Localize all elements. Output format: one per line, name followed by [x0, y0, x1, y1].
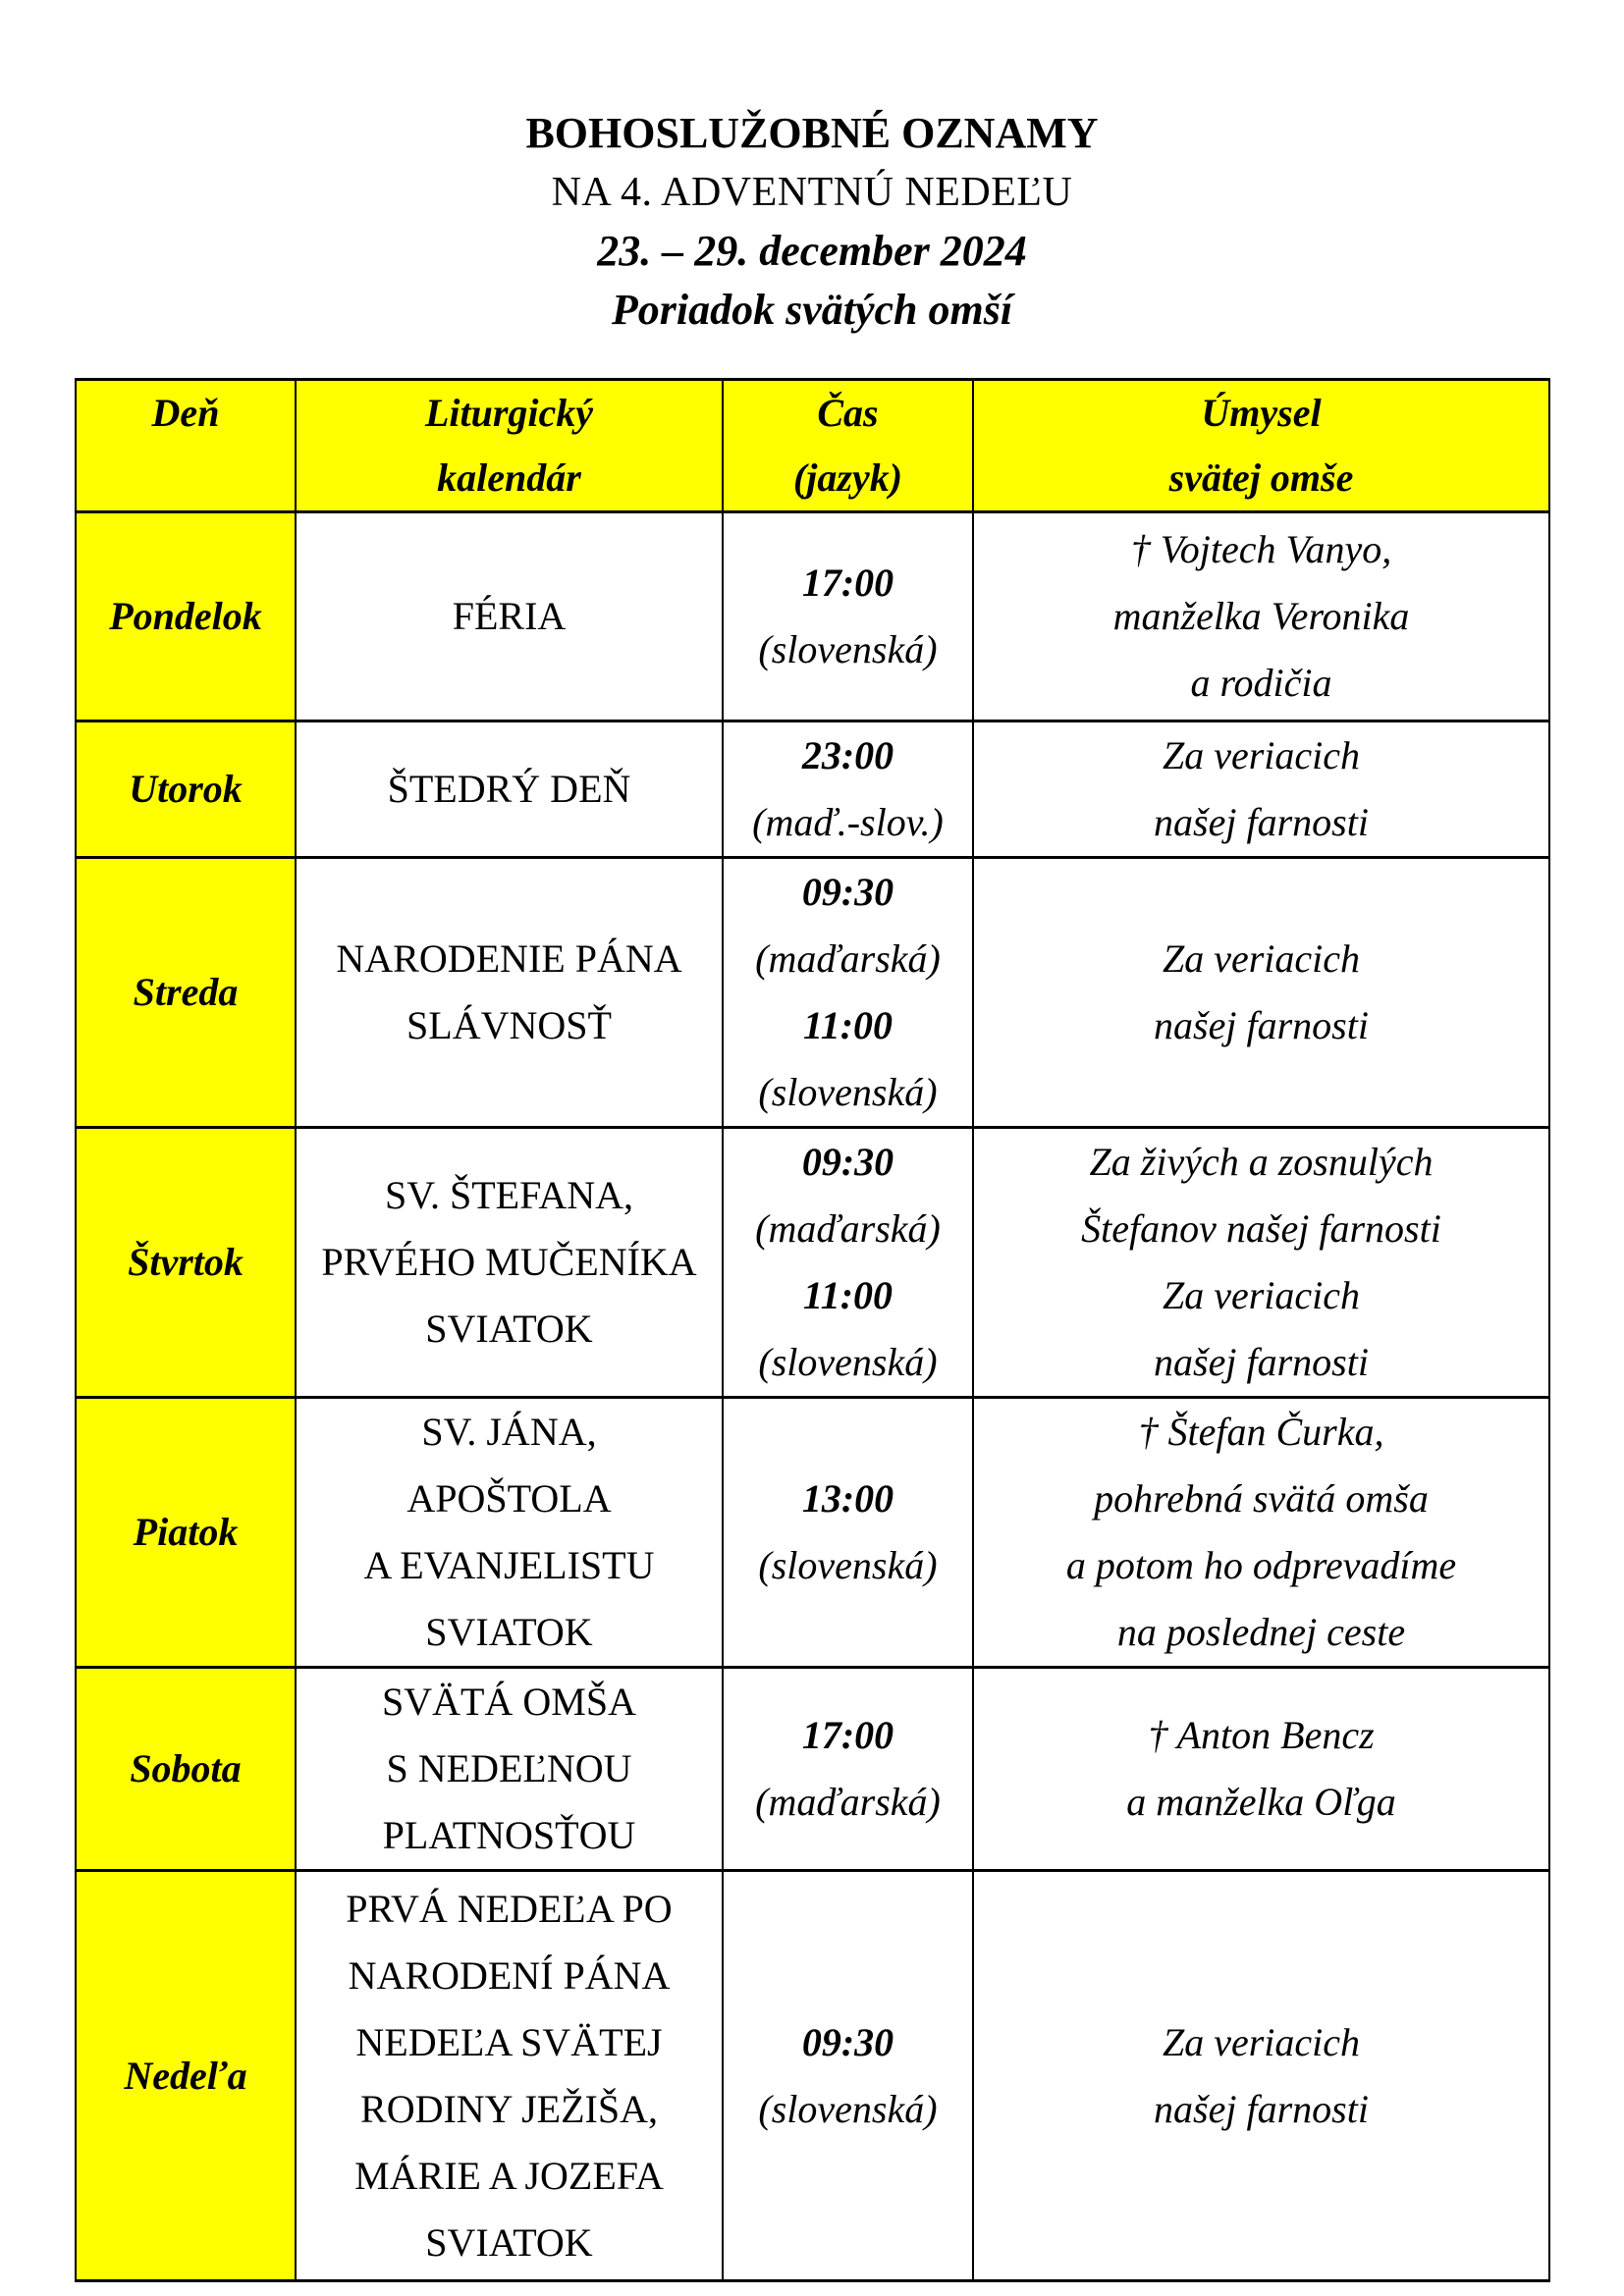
intention-line: pohrebná svätá omša [1094, 1476, 1429, 1521]
intention-line: † Štefan Čurka, [1138, 1410, 1384, 1454]
intention-line: Za veriacich [1162, 2019, 1361, 2064]
header-time-line2: (jazyk) [792, 455, 903, 500]
calendar-line: PRVÉHO MUČENÍKA [321, 1240, 697, 1284]
mass-language: (maďarská) [755, 936, 941, 981]
calendar-line: PRVÁ NEDEĽA PO [346, 1886, 673, 1931]
mass-language: (slovenská) [758, 1340, 938, 1384]
time-cell-wednesday [723, 858, 973, 1128]
calendar-line: APOŠTOLA [406, 1476, 612, 1521]
time-cell-thursday [723, 1128, 973, 1398]
calendar-line: MÁRIE A JOZEFA [354, 2153, 664, 2198]
time-cell-sunday [723, 1871, 973, 2281]
calendar-line: SVIATOK [425, 1307, 593, 1351]
mass-language: (maď.-slov.) [752, 800, 944, 844]
calendar-line: PLATNOSŤOU [382, 1813, 636, 1857]
intention-cell-tuesday [973, 721, 1549, 858]
intention-line: Za živých a zosnulých [1089, 1140, 1434, 1184]
calendar-cell-tuesday [296, 721, 723, 858]
subtitle-sunday: NA 4. ADVENTNÚ NEDEĽU [551, 170, 1073, 215]
header-time-line1: Čas [817, 391, 879, 435]
mass-language: (slovenská) [758, 1543, 938, 1587]
intention-line: Za veriacich [1162, 1273, 1361, 1317]
header-calendar-line1: Liturgický [424, 391, 594, 435]
header-day-label: Deň [151, 391, 220, 435]
intention-line: Za veriacich [1162, 936, 1361, 981]
day-label-wednesday: Streda [76, 858, 296, 1128]
mass-schedule-table [75, 378, 1550, 2282]
time-cell-saturday [723, 1668, 973, 1871]
calendar-cell-saturday [296, 1668, 723, 1871]
intention-cell-monday [973, 512, 1549, 721]
intention-line: a manželka Oľga [1126, 1780, 1396, 1824]
calendar-line: SVIATOK [425, 2219, 593, 2265]
day-label-friday: Piatok [76, 1398, 296, 1668]
calendar-line: S NEDEĽNOU [386, 1746, 632, 1790]
intention-cell-sunday [973, 1871, 1549, 2281]
mass-time: 13:00 [801, 1476, 894, 1521]
mass-time: 23:00 [801, 733, 894, 777]
intention-cell-friday [973, 1398, 1549, 1668]
intention-line: a potom ho odprevadíme [1065, 1543, 1457, 1587]
time-cell-friday [723, 1398, 973, 1668]
intention-line: Za veriacich [1162, 733, 1361, 777]
header-row [76, 380, 1549, 512]
calendar-cell-monday [296, 512, 723, 721]
day-label-thursday: Štvrtok [76, 1128, 296, 1398]
calendar-line: SV. ŠTEFANA, [384, 1173, 634, 1217]
calendar-line: NARODENIE PÁNA [336, 936, 682, 981]
table-row-thursday [76, 1128, 1549, 1398]
header-intention-line2: svätej omše [1168, 455, 1354, 500]
calendar-line: SV. JÁNA, [421, 1410, 597, 1454]
intention-cell-saturday [973, 1668, 1549, 1871]
calendar-line: SLÁVNOSŤ [406, 1003, 612, 1047]
intention-cell-thursday [973, 1128, 1549, 1398]
calendar-line: ŠTEDRÝ DEŇ [387, 767, 631, 811]
calendar-cell-friday [296, 1398, 723, 1668]
mass-time: 17:00 [801, 1713, 894, 1757]
calendar-line: SVIATOK [425, 1610, 593, 1654]
header-intention [973, 380, 1549, 512]
calendar-line: SVÄTÁ OMŠA [382, 1680, 636, 1724]
intention-line: našej farnosti [1154, 1003, 1369, 1047]
header-intention-line1: Úmysel [1201, 391, 1322, 435]
intention-line: našej farnosti [1154, 1340, 1369, 1384]
document-title-block [0, 0, 1624, 340]
table-row-wednesday [76, 858, 1549, 1128]
calendar-line: FÉRIA [452, 594, 567, 638]
header-day [76, 380, 296, 512]
time-cell-monday [723, 512, 973, 721]
intention-cell-wednesday [973, 858, 1549, 1128]
mass-time: 11:00 [802, 1003, 893, 1047]
intention-line: Štefanov našej farnosti [1081, 1206, 1441, 1251]
intention-line: na poslednej ceste [1116, 1610, 1406, 1654]
mass-time: 09:30 [801, 2019, 894, 2064]
schedule-subtitle: Poriadok svätých omší [611, 286, 1013, 334]
intention-line: manželka Veronika [1112, 594, 1410, 638]
day-label-tuesday: Utorok [76, 721, 296, 858]
mass-language: (maďarská) [755, 1206, 941, 1251]
table-row-saturday [76, 1668, 1549, 1871]
date-range: 23. – 29. december 2024 [597, 227, 1027, 275]
intention-line: a rodičia [1190, 661, 1332, 705]
mass-language: (slovenská) [758, 627, 938, 671]
intention-line: † Vojtech Vanyo, [1130, 527, 1392, 571]
main-title: BOHOSLUŽOBNÉ OZNAMY [525, 109, 1099, 157]
mass-language: (slovenská) [758, 1070, 938, 1114]
calendar-cell-sunday [296, 1871, 723, 2281]
intention-line: našej farnosti [1154, 2086, 1369, 2131]
mass-time: 11:00 [802, 1273, 893, 1317]
calendar-line: NARODENÍ PÁNA [348, 1952, 671, 1998]
day-label-saturday: Sobota [76, 1668, 296, 1871]
mass-time: 17:00 [801, 561, 894, 605]
time-cell-tuesday [723, 721, 973, 858]
header-calendar [296, 380, 723, 512]
intention-line: † Anton Bencz [1148, 1713, 1375, 1757]
calendar-cell-thursday [296, 1128, 723, 1398]
mass-language: (maďarská) [755, 1780, 941, 1824]
calendar-line: NEDEĽA SVÄTEJ [355, 2019, 663, 2064]
day-label-monday: Pondelok [76, 512, 296, 721]
header-calendar-line2: kalendár [437, 455, 581, 500]
mass-language: (slovenská) [758, 2086, 938, 2131]
mass-time: 09:30 [801, 1140, 894, 1184]
header-time [723, 380, 973, 512]
calendar-line: RODINY JEŽIŠA, [360, 2086, 658, 2131]
table-row-monday [76, 512, 1549, 721]
table-row-tuesday [76, 721, 1549, 858]
mass-time: 09:30 [801, 870, 894, 914]
day-label-sunday: Nedeľa [76, 1871, 296, 2281]
intention-line: našej farnosti [1154, 800, 1369, 844]
table-row-sunday [76, 1871, 1549, 2281]
calendar-cell-wednesday [296, 858, 723, 1128]
table-row-friday [76, 1398, 1549, 1668]
calendar-line: A EVANJELISTU [363, 1543, 655, 1587]
